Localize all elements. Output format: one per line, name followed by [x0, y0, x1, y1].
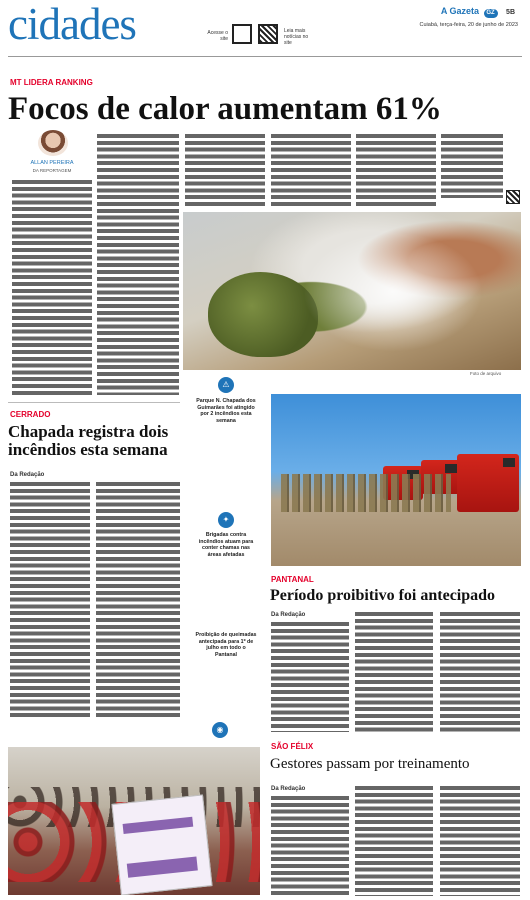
newspaper-logo [441, 6, 515, 18]
author-role: DA REPORTAGEM [32, 168, 72, 173]
section-title: cidades [8, 0, 136, 49]
logo-badge: GZ [484, 9, 498, 18]
story3-kicker: PANTANAL [271, 575, 314, 584]
soldiers-formation [281, 474, 451, 512]
photo-tree [208, 272, 318, 357]
lead-body-col-5 [356, 134, 436, 208]
story2-kicker: CERRADO [10, 410, 51, 419]
star-icon: ✦ [218, 512, 234, 528]
lead-body-col-4 [271, 134, 351, 208]
photo-smoke [303, 232, 483, 352]
lead-kicker: MT LIDERA RANKING [10, 78, 93, 87]
story4-kicker: SÃO FÉLIX [271, 742, 314, 751]
page-number: 5B [506, 9, 515, 16]
edition-date: Cuiabá, terça-feira, 20 de junho de 2023 [419, 22, 518, 28]
lead-photo-credit: Foto de arquivo [470, 371, 502, 376]
story4-body-col-1 [271, 796, 349, 896]
logo-text: A Gazeta [440, 6, 480, 16]
qr-code-icon[interactable] [258, 24, 278, 44]
author-name: ALLAN PEREIRA [30, 160, 74, 166]
lead-body-col-6 [441, 134, 503, 198]
handout-paper [111, 794, 212, 895]
callout-2: Brigadas contra incêndios atuam para conter chamas nas áreas afetadas [198, 532, 254, 558]
lead-qr-icon[interactable] [506, 190, 520, 204]
story2-body-col-1 [10, 482, 90, 720]
info-icon: ◉ [212, 722, 228, 738]
author-avatar [38, 130, 68, 156]
story4-body-col-2 [355, 786, 433, 896]
story2-rule [8, 402, 180, 403]
lead-photo-fire [183, 212, 521, 370]
story2-body-col-2 [96, 482, 180, 720]
lead-body-col-1 [12, 180, 92, 395]
story3-headline: Período proibitivo foi antecipado [270, 587, 496, 604]
lead-headline: Focos de calor aumentam 61% [8, 91, 442, 127]
story2-headline: Chapada registra dois incêndios esta semana [8, 422, 169, 459]
truck-3 [457, 454, 519, 512]
lead-body-col-2 [97, 134, 179, 395]
callout-3: Proibição de queimadas antecipada para 1º de julho em todo o Pantanal [195, 632, 257, 658]
story4-headline: Gestores passam por treinamento [270, 756, 470, 772]
masthead-divider [8, 56, 522, 57]
story3-body-col-2 [355, 612, 433, 732]
warning-icon: ⚠ [218, 377, 234, 393]
story3-body-col-1 [271, 622, 349, 732]
story4-byline: Da Redação [271, 786, 306, 792]
qr-right-label: Leia mais notícias no site [284, 28, 309, 46]
qr-zone [200, 20, 360, 50]
story3-photo-firefighters [271, 394, 521, 566]
lead-body-col-3 [185, 134, 265, 208]
story3-byline: Da Redação [271, 612, 306, 618]
story4-photo-training [8, 747, 260, 895]
story4-body-col-3 [440, 786, 520, 896]
story3-body-col-3 [440, 612, 520, 732]
story2-byline: Da Redação [10, 472, 45, 478]
qr-placeholder-left [232, 24, 252, 44]
qr-left-label: Acesse o site [207, 30, 228, 42]
callout-1: Parque N. Chapada dos Guimarães foi atingido por 2 incêndios esta semana [196, 398, 256, 424]
